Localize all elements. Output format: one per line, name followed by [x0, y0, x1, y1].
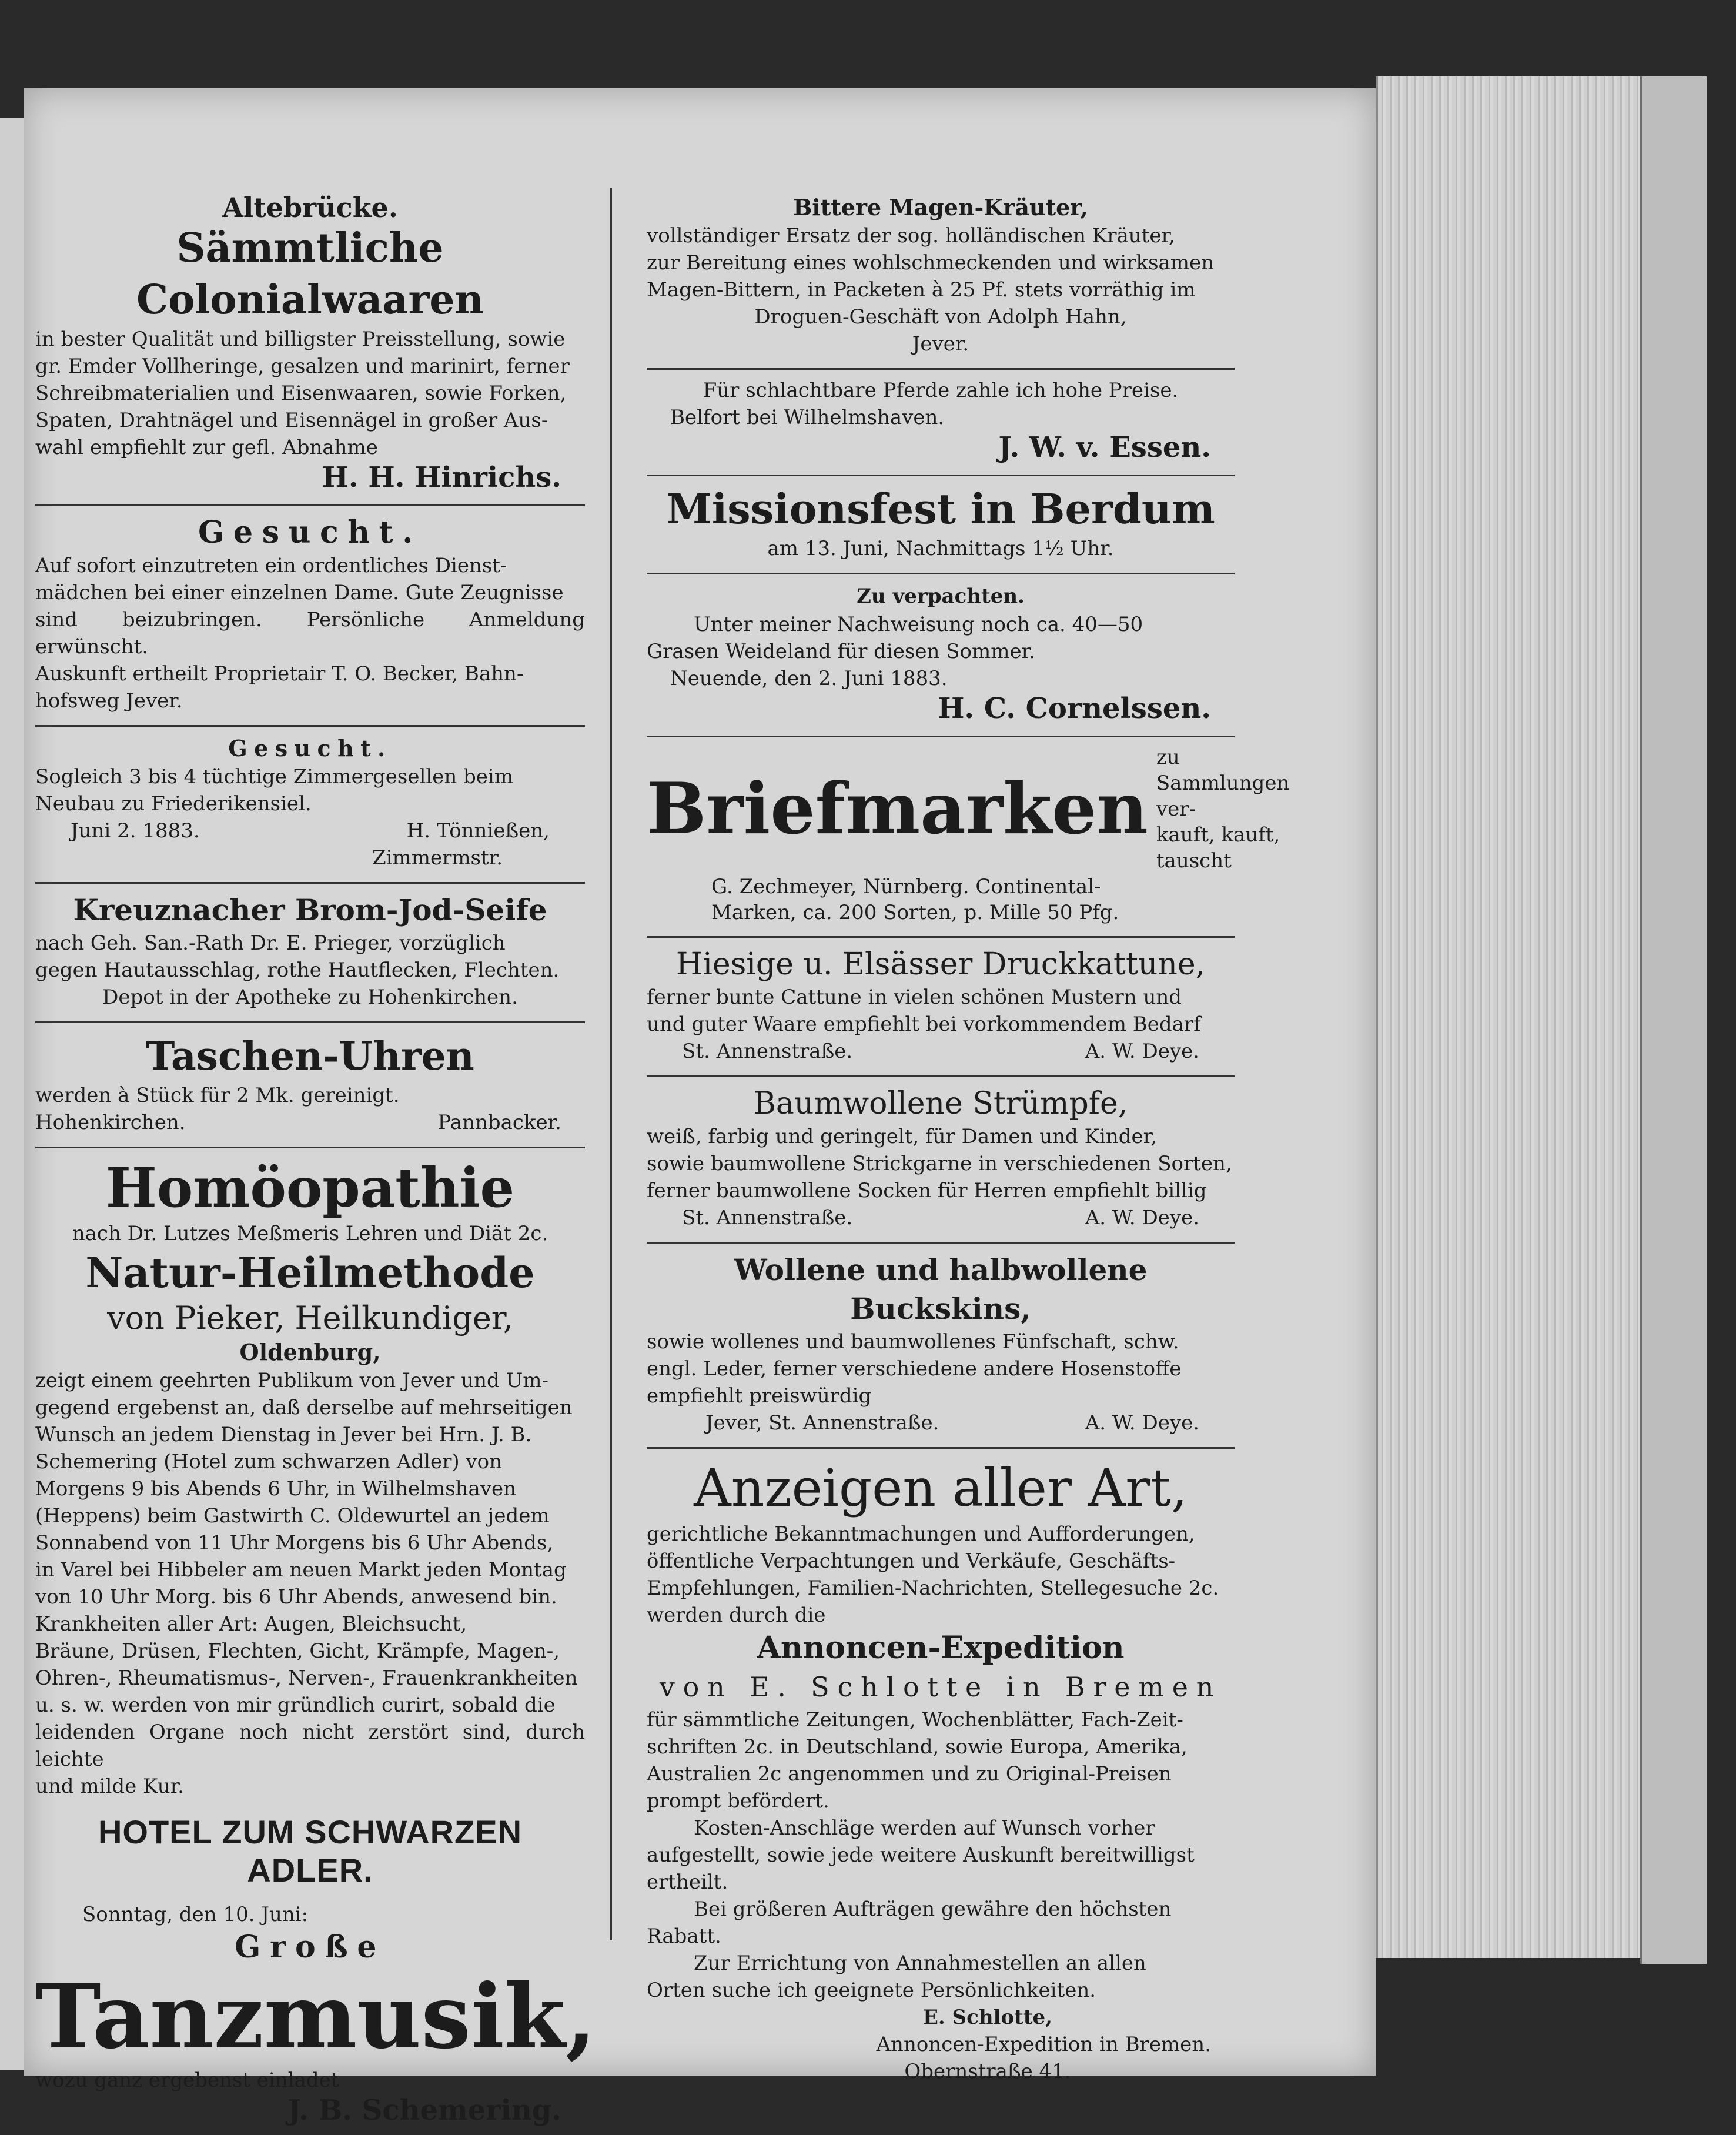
- ad-line: Krankheiten aller Art: Augen, Bleichsucht,: [35, 1612, 467, 1636]
- ad-line: sowie baumwollene Strickgarne in verschiedenen Sorten,: [647, 1152, 1232, 1175]
- ad-headline: Taschen-Uhren: [146, 1033, 474, 1079]
- ad-line: wahl empfiehlt zur gefl. Abnahme: [35, 436, 378, 459]
- ad-subline: nach Dr. Lutzes Meßmeris Lehren und Diät 2c.: [72, 1222, 548, 1245]
- ad-signature: A. W. Deye.: [1085, 1411, 1199, 1435]
- ad-line: u. s. w. werden von mir gründlich curirt, sobald die: [35, 1693, 556, 1717]
- ad-headline: Hiesige u. Elsässer Druckkattune,: [675, 947, 1206, 982]
- ad-headline: Gesucht.: [228, 735, 392, 761]
- ad-line: Unter meiner Nachweisung noch ca. 40—50: [694, 613, 1143, 636]
- ad-body: [647, 984, 1235, 1038]
- ad-headline-2: Natur-Heilmethode: [85, 1248, 535, 1297]
- ad-date: Sonntag, den 10. Juni:: [82, 1903, 309, 1926]
- ad-place: Hohenkirchen.: [35, 1111, 186, 1134]
- ad-footer: [35, 817, 585, 844]
- ad-line: öffentliche Verpachtungen und Verkäufe, Geschäfts-: [647, 1549, 1176, 1573]
- ad-address: Obernstraße 41.: [904, 2060, 1071, 2083]
- ad-headline: Kreuznacher Brom-Jod-Seife: [73, 893, 547, 927]
- ad-line: Auf sofort einzutreten ein ordentliches Dienst-: [35, 554, 507, 577]
- ad-line: kauft, kauft, tauscht: [1156, 823, 1280, 873]
- ad-line: werden durch die: [647, 1603, 826, 1627]
- ad-line: ferner baumwollene Socken für Herren empfiehlt billig: [647, 1179, 1207, 1202]
- ad-body: [647, 1521, 1235, 1629]
- ad-headline: Zu verpachten.: [857, 584, 1025, 608]
- ad-line: gegend ergebenst an, daß derselbe auf mehrseitigen: [35, 1396, 573, 1419]
- divider: [647, 573, 1235, 574]
- ad-line: vollständiger Ersatz der sog. holländischen Kräuter,: [647, 224, 1175, 248]
- ad-body: [647, 1123, 1235, 1204]
- ad-body: [647, 1328, 1235, 1409]
- ad-line: empfiehlt preiswürdig: [647, 1384, 872, 1408]
- ad-signature: J. W. v. Essen.: [998, 431, 1211, 464]
- left-page-edge: [0, 118, 26, 2070]
- ad-line: Depot in der Apotheke zu Hohenkirchen.: [102, 985, 518, 1009]
- ad-headline: Anzeigen aller Art,: [694, 1458, 1188, 1518]
- ad-line: Zur Errichtung von Annahmestellen an allen: [694, 1952, 1146, 1975]
- ad-line: gerichtliche Bekanntmachungen und Aufforderungen,: [647, 1522, 1195, 1546]
- ad-magen-kraeuter: [647, 188, 1235, 366]
- ad-line: Marken, ca. 200 Sorten, p. Mille 50 Pfg.: [711, 901, 1119, 924]
- column-divider: [610, 188, 612, 1940]
- ad-body: [35, 930, 585, 1011]
- ad-line: G. Zechmeyer, Nürnberg. Continental-: [711, 875, 1101, 898]
- ad-line: weiß, farbig und geringelt, für Damen und Kinder,: [647, 1125, 1157, 1148]
- ad-body: [647, 611, 1235, 692]
- ad-place: Jever.: [912, 332, 969, 356]
- ad-line: Auskunft ertheilt Proprietair T. O. Becker, Bahn-: [35, 662, 524, 686]
- ad-signature-title: Zimmermstr.: [372, 846, 503, 870]
- left-column: [35, 188, 597, 2135]
- divider: [35, 504, 585, 506]
- ad-headline-row: [647, 744, 1290, 874]
- ad-line: Belfort bei Wilhelmshaven.: [670, 406, 945, 429]
- ad-signature: H. H. Hinrichs.: [322, 461, 561, 494]
- divider: [647, 1075, 1235, 1077]
- ad-line: (Heppens) beim Gastwirth C. Oldewurtel an jedem: [35, 1504, 550, 1528]
- divider: [35, 725, 585, 727]
- ad-headline: Sämmtliche Colonialwaaren: [136, 225, 484, 323]
- ad-line: Neubau zu Friederikensiel.: [35, 792, 312, 816]
- ad-druckkattune: [647, 940, 1235, 1073]
- ad-body: [35, 552, 585, 714]
- divider: [35, 1021, 585, 1023]
- ad-line: gr. Emder Vollheringe, gesalzen und marinirt, ferner: [35, 355, 570, 378]
- ad-footer: [35, 1109, 585, 1136]
- ad-date: Juni 2. 1883.: [71, 819, 200, 843]
- ad-line: in Varel bei Hibbeler am neuen Markt jeden Montag: [35, 1558, 567, 1582]
- ad-headline: Tanzmusik,: [35, 1965, 597, 2069]
- ad-signature-line: Annoncen-Expedition in Bremen.: [876, 2033, 1211, 2056]
- ad-line: Magen-Bittern, in Packeten à 25 Pf. stets vorräthig im: [647, 278, 1196, 302]
- divider: [647, 936, 1235, 938]
- ad-line: Droguen-Geschäft von Adolph Hahn,: [754, 305, 1127, 329]
- ad-place: St. Annenstraße.: [682, 1206, 853, 1229]
- ad-taschen-uhren: [35, 1025, 585, 1144]
- ad-line: schriften 2c. in Deutschland, sowie Europa, Amerika,: [647, 1735, 1188, 1759]
- ad-line: Empfehlungen, Familien-Nachrichten, Stellegesuche 2c.: [647, 1576, 1219, 1600]
- ad-body: [35, 1367, 585, 1800]
- ad-place: St. Annenstraße.: [682, 1040, 853, 1063]
- ad-body: [35, 326, 585, 461]
- ad-line: Wunsch an jedem Dienstag in Jever bei Hrn. J. B.: [35, 1423, 532, 1446]
- ad-verpachten: [647, 577, 1235, 733]
- divider: [647, 736, 1235, 737]
- ad-line: Sonnabend von 11 Uhr Morgens bis 6 Uhr Abends,: [35, 1531, 554, 1555]
- ad-line: Kosten-Anschläge werden auf Wunsch vorher: [694, 1816, 1155, 1840]
- ad-signature: J. B. Schemering.: [287, 2094, 561, 2127]
- ad-missionsfest: [647, 479, 1235, 570]
- ad-line: zur Bereitung eines wohlschmeckenden und wirksamen: [647, 251, 1215, 275]
- ad-pferde: [647, 372, 1235, 472]
- ad-line: Rabatt.: [647, 1924, 721, 1948]
- ad-signature: H. C. Cornelssen.: [938, 692, 1211, 725]
- ad-body: [35, 763, 585, 817]
- ad-headline: Baumwollene Strümpfe,: [753, 1086, 1128, 1121]
- ad-line: zeigt einem geehrten Publikum von Jever und Um-: [35, 1369, 548, 1392]
- ad-homoeopathie: [35, 1151, 585, 1808]
- ad-signature: E. Schlotte,: [922, 2006, 1053, 2029]
- ad-line: und guter Waare empfiehlt bei vorkommendem Bedarf: [647, 1013, 1201, 1036]
- ad-line: von 10 Uhr Morg. bis 6 Uhr Abends, anwesend bin.: [35, 1585, 557, 1609]
- ad-signature: Pannbacker.: [437, 1111, 561, 1134]
- ad-line: ferner bunte Cattune in vielen schönen Mustern und: [647, 985, 1182, 1009]
- ad-line: Ohren-, Rheumatismus-, Nerven-, Frauenkrankheiten: [35, 1666, 578, 1690]
- ad-line: werden à Stück für 2 Mk. gereinigt.: [35, 1084, 400, 1107]
- ad-footer: [647, 1204, 1235, 1231]
- ad-gesucht-1: [35, 509, 585, 723]
- ad-byline: von Pieker, Heilkundiger,: [107, 1299, 513, 1337]
- divider: [35, 1147, 585, 1148]
- book-cover: [1640, 76, 1707, 1964]
- divider: [647, 475, 1235, 476]
- ad-line: Schreibmaterialien und Eisenwaaren, sowie Forken,: [35, 382, 567, 405]
- ad-body: [647, 1706, 1235, 2004]
- ad-signature: H. Tönnießen,: [406, 819, 550, 843]
- ad-line: prompt befördert.: [647, 1789, 829, 1813]
- ad-line: engl. Leder, ferner verschiedene andere Hosenstoffe: [647, 1357, 1182, 1381]
- divider: [35, 882, 585, 884]
- ad-brom-jod-seife: [35, 886, 585, 1019]
- ad-line: hofsweg Jever.: [35, 689, 183, 713]
- ad-line: am 13. Juni, Nachmittags 1½ Uhr.: [767, 537, 1114, 560]
- right-column: [647, 188, 1290, 2093]
- ad-tanzmusik: [35, 1808, 597, 2135]
- ad-body: [647, 222, 1235, 330]
- ad-headline: Homöopathie: [105, 1156, 515, 1219]
- ad-gesucht-2: [35, 729, 585, 880]
- ad-line: Orten suche ich geeignete Persönlichkeiten.: [647, 1979, 1096, 2002]
- ad-signature: A. W. Deye.: [1085, 1206, 1199, 1229]
- ad-line: nach Geh. San.-Rath Dr. E. Prieger, vorzüglich: [35, 931, 506, 955]
- ad-line: Bei größeren Aufträgen gewähre den höchsten: [694, 1897, 1172, 1921]
- ad-line: Sogleich 3 bis 4 tüchtige Zimmergesellen beim: [35, 765, 514, 788]
- ad-line: in bester Qualität und billigster Preisstellung, sowie: [35, 328, 566, 351]
- ad-place: Oldenburg,: [239, 1339, 381, 1365]
- ad-line: Neuende, den 2. Juni 1883.: [670, 667, 948, 690]
- ad-line: sowie wollenes und baumwollenes Fünfschaft, schw.: [647, 1330, 1179, 1354]
- ad-place: Jever, St. Annenstraße.: [705, 1411, 939, 1435]
- ad-briefmarken: [647, 740, 1290, 934]
- ad-location: Altebrücke.: [222, 192, 398, 223]
- ad-line: und milde Kur.: [35, 1775, 184, 1798]
- ad-line: Grasen Weideland für diesen Sommer.: [647, 640, 1035, 663]
- ad-line: gegen Hautausschlag, rothe Hautflecken, Flechten.: [35, 958, 560, 982]
- ad-annoncen-expedition: [647, 1451, 1235, 2093]
- book-page-edges: [1376, 76, 1672, 1958]
- ad-headline: Briefmarken: [647, 767, 1148, 850]
- ad-word: Große: [234, 1929, 386, 1965]
- divider: [647, 368, 1235, 370]
- ad-line: ertheilt.: [647, 1870, 728, 1894]
- ad-line: sind beizubringen. Persönliche Anmeldung erwünscht.: [35, 608, 585, 659]
- ad-line: Australien 2c angenommen und zu Original-Preisen: [647, 1762, 1172, 1786]
- ad-byline: von E. Schlotte in Bremen: [659, 1671, 1222, 1703]
- ad-colonialwaaren: [35, 188, 585, 502]
- ad-line: für sämmtliche Zeitungen, Wochenblätter, Fach-Zeit-: [647, 1708, 1183, 1732]
- ad-headline: Bittere Magen-Kräuter,: [793, 194, 1088, 220]
- ad-headline-2: Annoncen-Expedition: [757, 1630, 1125, 1666]
- ad-line: mädchen bei einer einzelnen Dame. Gute Zeugnisse: [35, 581, 564, 604]
- hotel-name: HOTEL ZUM SCHWARZEN ADLER.: [98, 1813, 523, 1889]
- ad-footer: [647, 1409, 1235, 1436]
- ad-headline: Missionsfest in Berdum: [666, 485, 1215, 533]
- ad-line: Schemering (Hotel zum schwarzen Adler) von: [35, 1450, 502, 1474]
- ad-body: [647, 874, 1235, 925]
- ad-line: Bräune, Drüsen, Flechten, Gicht, Krämpfe, Magen-,: [35, 1639, 560, 1663]
- ad-struempfe: [647, 1080, 1235, 1239]
- ad-footer: [647, 1038, 1235, 1065]
- ad-line: wozu ganz ergebenst einladet: [35, 2069, 339, 2092]
- ad-signature: A. W. Deye.: [1085, 1040, 1199, 1063]
- ad-line: zu Sammlungen ver-: [1156, 746, 1290, 821]
- ad-body: [647, 377, 1235, 431]
- ad-line: leidenden Organe noch nicht zerstört sind, durch leichte: [35, 1720, 585, 1771]
- ad-line: Spaten, Drahtnägel und Eisennägel in großer Aus-: [35, 409, 548, 432]
- divider: [647, 1447, 1235, 1449]
- ad-headline: Wollene und halbwollene Buckskins,: [734, 1252, 1148, 1326]
- ad-body: [1148, 744, 1290, 874]
- ad-line: Für schlachtbare Pferde zahle ich hohe Preise.: [703, 379, 1179, 402]
- ad-line: aufgestellt, sowie jede weitere Auskunft bereitwilligst: [647, 1843, 1195, 1867]
- ad-line: Morgens 9 bis Abends 6 Uhr, in Wilhelmshaven: [35, 1477, 517, 1501]
- divider: [647, 1242, 1235, 1244]
- ad-buckskins: [647, 1246, 1235, 1445]
- ad-headline: Gesucht.: [198, 514, 422, 550]
